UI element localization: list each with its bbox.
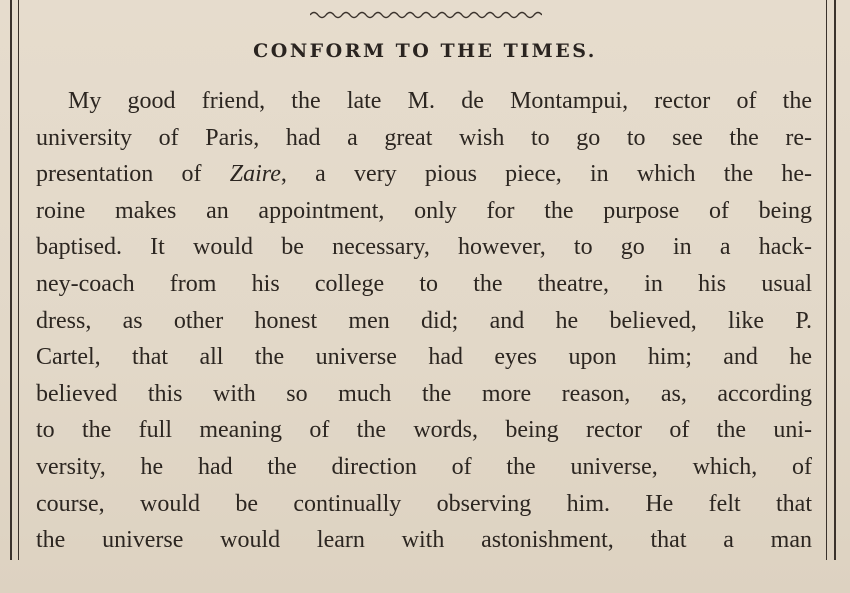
text-line: the universe would learn with astonishment, that a man [36, 527, 812, 554]
text-line: My good friend, the late M. de Montampui, rector of the [68, 88, 812, 114]
play-title-italic: Zaire [229, 161, 281, 188]
text-line: believed this with so much the more reason, as, according [36, 380, 812, 407]
text-line: dress, as other honest men did; and he believed, like P. [36, 307, 812, 334]
left-column-rule [10, 0, 12, 560]
left-column-rule-inner [18, 0, 19, 560]
text-line: versity, he had the direction of the universe, which, of [36, 453, 812, 480]
wavy-ornament-divider [310, 10, 542, 22]
text-line: Cartel, that all the universe had eyes upon him; and he [36, 344, 812, 371]
text-line: university of Paris, had a great wish to go to see the re- [36, 124, 812, 151]
right-column-rule-inner [826, 0, 827, 560]
article-title: CONFORM TO THE TIMES. [253, 40, 597, 62]
text-line: baptised. It would be necessary, however, to go in a hack- [36, 234, 812, 261]
text-line: roine makes an appointment, only for the purpose of being [36, 197, 812, 224]
article-body [36, 83, 812, 559]
text-line: to the full meaning of the words, being rector of the uni- [36, 417, 812, 444]
right-column-rule [834, 0, 836, 560]
text-line: presentation of Zaire, a very pious piece, in which the he- [36, 161, 812, 188]
text-line: ney-coach from his college to the theatre, in his usual [36, 270, 812, 297]
text-line: course, would be continually observing him. He felt that [36, 490, 812, 517]
